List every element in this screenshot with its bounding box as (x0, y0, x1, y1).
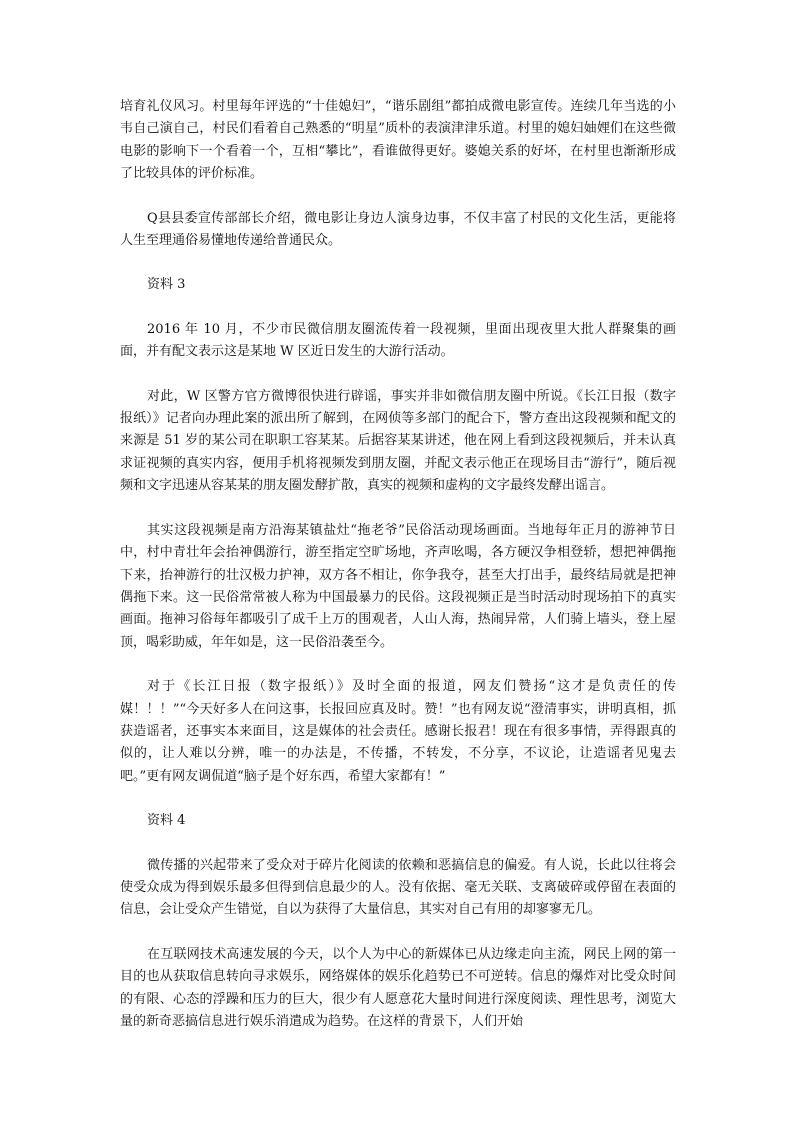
paragraph-5: 其实这段视频是南方沿海某镇盐灶“拖老爷”民俗活动现场画面。当地每年正月的游神节日中，村中青壮年会抬神偶游行，游至指定空旷场地，齐声吆喝，各方硬汉争相登轿，想把神偶拖下来，抬神游行的壮汉极力护神，双方各不相让，你争我夺，甚至大打出手，最终结局就是把神偶拖下来。这一民俗常常被人称为中国最暴力的民俗。这段视频正是当时活动时现场拍下的真实画面。拖神习俗每年都吸引了成千上万的围观者，人山人海，热闹异常，人们骑上墙头，登上屋顶，喝彩助威，年年如是，这一民俗沿袭至今。 (120, 522, 676, 650)
section-heading-4: 资料 4 (147, 813, 186, 829)
paragraph-7: 微传播的兴起带来了受众对于碎片化阅读的依赖和恶搞信息的偏爱。有人说，长此以往将会使受众成为得到娱乐最多但得到信息最少的人。没有依据、毫无关联、支离破碎或停留在表面的信息，会让受众产生错觉，自以为获得了大量信息，其实对自己有用的却寥寥无几。 (120, 857, 676, 918)
paragraph-3: 2016 年 10 月，不少市民微信朋友圈流传着一段视频，里面出现夜里大批人群聚集的画面，并有配文表示这是某地 W 区近日发生的大游行活动。 (120, 321, 676, 360)
paragraph-2: Q县县委宣传部部长介绍，微电影让身边人演身边事，不仅丰富了村民的文化生活，更能将人生至理通俗易懂地传递给普通民众。 (120, 210, 676, 249)
section-heading-3: 资料 3 (147, 277, 186, 293)
document-page (120, 96, 676, 1055)
paragraph-1: 培育礼仪风习。村里每年评选的“十佳媳妇”，“谐乐剧组”都拍成微电影宣传。连续几年当选的小韦自己演自己，村民们看着自己熟悉的“明星”质朴的表演津津乐道。村里的媳妇妯娌们在这些微电影的影响下一个看着一个，互相“攀比”，看谁做得更好。婆媳关系的好坏，在村里也渐渐形成了比较具体的评价标准。 (120, 99, 676, 182)
paragraph-6: 对于《长江日报（数字报纸）》及时全面的报道，网友们赞扬“这才是负责任的传媒！！！”“今天好多人在问这事，长报回应真及时。赞！”也有网友说“澄清事实，讲明真相，抓获造谣者，还事实本来面目，这是媒体的社会责任。感谢长报君！现在有很多事情，弄得跟真的似的，让人难以分辨，唯一的办法是，不传播，不转发，不分享，不议论，让造谣者见鬼去吧。”更有网友调侃道“脑子是个好东西，希望大家都有！” (120, 679, 676, 784)
paragraph-8: 在互联网技术高速发展的今天，以个人为中心的新媒体已从边缘走向主流，网民上网的第一目的也从获取信息转向寻求娱乐，网络媒体的娱乐化趋势已不可逆转。信息的爆炸对比受众时间的有限、心态的浮躁和压力的巨大，很少有人愿意花大量时间进行深度阅读、理性思考，浏览大量的新奇恶搞信息进行娱乐消遣成为趋势。在这样的背景下，人们开始 (120, 946, 676, 1029)
paragraph-4: 对此，W 区警方官方微博很快进行辟谣，事实并非如微信朋友圈中所说。《长江日报（数字报纸）》记者向办理此案的派出所了解到，在网侦等多部门的配合下，警方查出这段视频和配文的来源是 51 岁的某公司在职职工容某某。后据容某某讲述，他在网上看到这段视频后，并未认真求证视频的真实内容，便用手机将视频发到朋友圈，并配文表示他正在现场目击“游行”，随后视频和文字迅速从容某某的朋友圈发酵扩散，真实的视频和虚构的文字最终发酵出谣言。 (120, 388, 676, 494)
